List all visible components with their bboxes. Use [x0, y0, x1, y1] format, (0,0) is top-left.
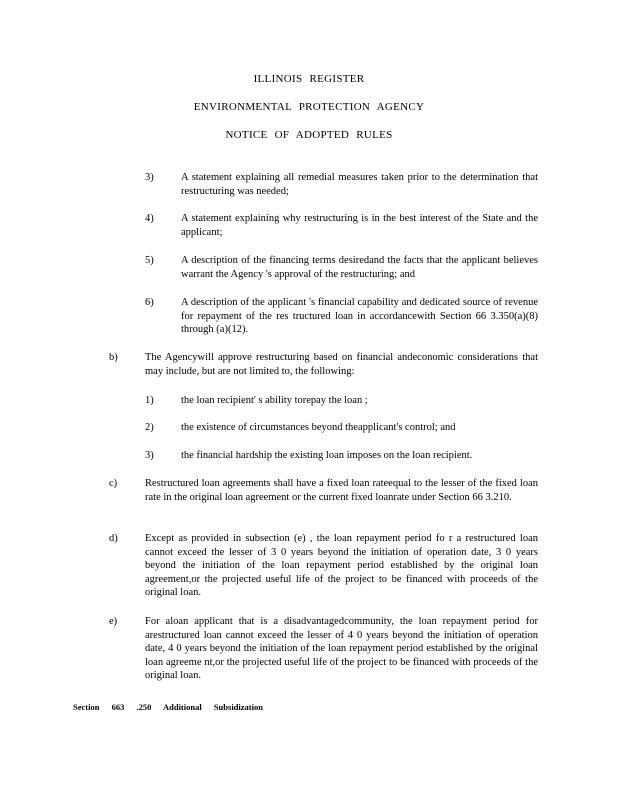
item-text: For aloan applicant that is a disadvantagedcommunity, the loan repayment period for arestructured loan cannot exceed the lesser of 4 0 years beyond the initiation of operation date, 4 0 years beyond the initiation of the loan repayment period established by the original loan agreeme nt,or the projected useful life of the project to be financed with proceeds of the original loan.: [145, 616, 538, 682]
item-number: 4): [145, 213, 154, 224]
item-number: 3): [145, 172, 154, 183]
item-number: 1): [145, 395, 154, 406]
agency-title: ENVIRONMENTAL PROTECTION AGENCY: [193, 101, 425, 113]
item-number: e): [109, 616, 118, 627]
item-text: A description of the financing terms desiredand the facts that the applicant believes warrant the Agency 's approval of the restructuring; and: [181, 255, 538, 280]
item-number: c): [109, 478, 118, 489]
item-number: 3): [145, 450, 154, 461]
item-number: b): [109, 352, 118, 363]
item-number: 6): [145, 297, 154, 308]
item-text: Except as provided in subsection (e) , the loan repayment period fo r a restructured loan cannot exceed the lesser of 3 0 years beyond the initiation of operation date, 3 0 years beyond the initiation of the loan repayment period established by the original loan agreement,or the projected useful life of the project to be financed with proceeds of the original loan.: [145, 533, 538, 599]
item-text: A statement explaining all remedial measures taken prior to the determination that restructuring was needed;: [181, 172, 538, 197]
notice-title: NOTICE OF ADOPTED RULES: [225, 129, 393, 141]
register-title: ILLINOIS REGISTER: [253, 73, 365, 85]
item-text: A description of the applicant 's financial capability and dedicated source of revenue for repayment of the res tructured loan in accordancewith Section 66 3.350(a)(8) through (a)(12).: [181, 297, 538, 336]
item-text: the financial hardship the existing loan imposes on the loan recipient.: [181, 450, 473, 461]
item-text: the existence of circumstances beyond theapplicant's control; and: [181, 422, 456, 433]
item-number: 2): [145, 422, 154, 433]
item-text: Restructured loan agreements shall have a fixed loan rateequal to the lesser of the fixed loan rate in the original loan agreement or the current fixed loanrate under Section 66 3.210.: [145, 478, 538, 503]
item-number: 5): [145, 255, 154, 266]
item-text: The Agencywill approve restructuring based on financial andeconomic considerations that may include, but are not limited to, the following:: [145, 352, 538, 377]
item-number: d): [109, 533, 118, 544]
item-text: A statement explaining why restructuring is in the best interest of the State and the applicant;: [181, 213, 538, 238]
item-text: the loan recipient' s ability torepay the loan ;: [181, 395, 368, 406]
section-heading: Section 663 .250 Additional Subsidization: [73, 702, 263, 712]
